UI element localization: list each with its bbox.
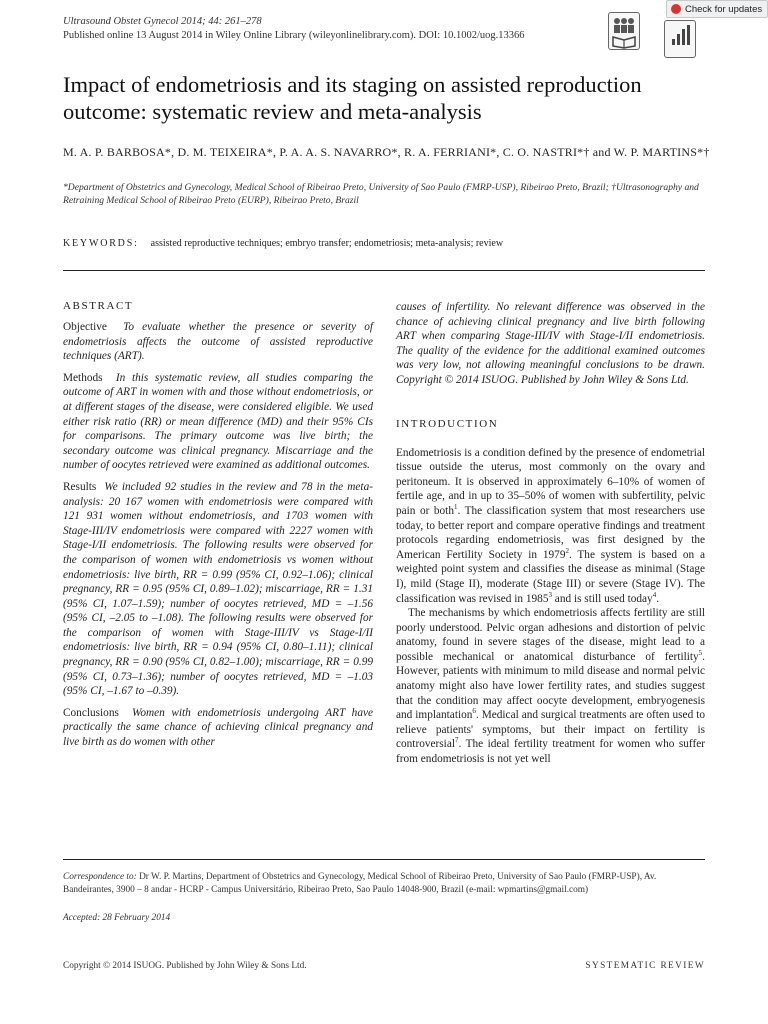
- abstract-column: [63, 300, 373, 757]
- intro-p2-text: . The ideal fertility treatment for women who suffer from endometriosis is not yet well: [396, 738, 705, 766]
- citation-ref[interactable]: 5: [698, 649, 703, 658]
- section-divider: [63, 270, 705, 271]
- introduction-heading: INTRODUCTION: [396, 417, 499, 430]
- journal-citation: Ultrasound Obstet Gynecol 2014; 44: 261–278: [63, 16, 262, 27]
- citation-ref[interactable]: 6: [472, 707, 476, 716]
- publication-info: Published online 13 August 2014 in Wiley Online Library (wileyonlinelibrary.com). DOI: 10.1002/uog.13366: [63, 30, 525, 41]
- citation-ref[interactable]: 7: [454, 736, 459, 745]
- correspondence-label: Correspondence to:: [63, 872, 137, 882]
- abstract-methods: [63, 371, 373, 473]
- abstract-conclusions: [63, 706, 373, 750]
- intro-paragraph-1: [396, 446, 705, 607]
- methods-label: Methods: [63, 371, 103, 384]
- citation-ref[interactable]: 2: [565, 546, 569, 555]
- objective-label: Objective: [63, 321, 107, 333]
- abstract-conclusions-continued: [396, 300, 705, 388]
- objective-text: To evaluate whether the presence or severity of endometriosis affects the outcome of assisted reproductive techniques (ART).: [63, 321, 373, 363]
- correspondence: [63, 871, 705, 897]
- article-type: SYSTEMATIC REVIEW: [585, 961, 705, 971]
- intro-p1-text: .: [656, 592, 660, 605]
- crossmark-icon: [671, 4, 681, 14]
- bar-chart-icon: [664, 20, 696, 58]
- intro-p2-text: The mechanisms by which endometriosis affects fertility are still poorly understood. Pelvic organ adhesions and distortion of pelvic anatomy, found in severe stages of the disease, might lead to a possible mechanical or anatomical disturbance of fertility: [396, 607, 705, 663]
- right-column: [396, 300, 705, 767]
- copyright-notice: Copyright © 2014 ISUOG. Published by John Wiley & Sons Ltd.: [63, 961, 307, 971]
- check-for-updates-button[interactable]: [666, 0, 768, 18]
- check-for-updates-label: Check for updates: [685, 4, 763, 15]
- article-title: Impact of endometriosis and its staging on assisted reproduction outcome: systematic review and meta-analysis: [63, 72, 642, 124]
- keywords-list: assisted reproductive techniques; embryo transfer; endometriosis; meta-analysis; review: [150, 238, 504, 249]
- keywords-label: KEYWORDS:: [63, 238, 139, 249]
- citation-ref[interactable]: 3: [548, 590, 552, 599]
- correspondence-text: Dr W. P. Martins, Department of Obstetrics and Gynecology, Medical School of Ribeirao Preto, University of Sao Paulo (FMRP-USP), Av. Bandeirantes, 3900 – 8 andar - HCRP - Campus Universitário, Ribeirao Preto, Sao Paulo 14048-900, Brazil (e-mail: wpmartins@gmail.com): [63, 872, 657, 895]
- conclusions-text: Women with endometriosis undergoing ART have practically the same chance of achieving clinical pregnancy and live birth as do women with other: [63, 706, 373, 749]
- keywords: [63, 237, 503, 251]
- results-label: Results: [63, 480, 97, 493]
- abstract-results: [63, 480, 373, 699]
- abstract-heading: ABSTRACT: [63, 300, 134, 312]
- intro-p2-text: . Medical and surgical treatments are often used to relieve patients' symptoms, but their impact on fertility is controversial: [396, 709, 705, 751]
- intro-p1-text: and is still used today: [551, 592, 653, 605]
- citation-ref[interactable]: 1: [453, 503, 458, 512]
- results-text: We included 92 studies in the review and 78 in the meta-analysis: 20 167 women with endometriosis were compared with 121 931 women without endometriosis, and 1703 women with Stage-III/IV endometriosis were compared with 2227 women with Stage-I/II endometriosis. The following results were observed for the comparison of women with endometriosis vs women without endometriosis: live birth, RR = 0.99 (95% CI, 0.92–1.06); clinical pregnancy, RR = 0.95 (95% CI, 0.89–1.02); miscarriage, RR = 1.31 (95% CI, 1.07–1.59); number of oocytes retrieved, MD = –1.56 (95% CI, –2.05 to –1.08). The following results were observed for the comparison of women with Stage-III/IV vs Stage-I/II endometriosis: live birth, RR = 0.94 (95% CI, 0.80–1.11); clinical pregnancy, RR = 0.90 (95% CI, 0.82–1.00); miscarriage, RR = 0.99 (95% CI, 0.73–1.36); number of oocytes retrieved, MD = –1.03 (95% CI, –1.67 to –0.39).: [63, 480, 373, 698]
- abstract-objective: [63, 320, 373, 364]
- intro-paragraph-2: [396, 606, 705, 767]
- intro-p2-text: . However, patients with minimum to mild disease and normal pelvic anatomy might also have lower fertility rates, and studies suggest that the condition may affect oocyte development, embryogenesis and implantation: [396, 650, 705, 722]
- footnote-divider: [63, 859, 705, 860]
- conclusions-label: Conclusions: [63, 706, 119, 719]
- author-list: M. A. P. BARBOSA*, D. M. TEIXEIRA*, P. A. A. S. NAVARRO*, R. A. FERRIANI*, C. O. NASTRI*† and W. P. MARTINS*†: [63, 145, 710, 159]
- group-reading-icon: [608, 12, 640, 50]
- conclusions-text-continued: causes of infertility. No relevant difference was observed in the chance of achieving clinical pregnancy and live birth following ART when comparing Stage-III/IV with Stage-I/II endometriosis. The quality of the evidence for the additional examined outcomes was very low, not allowing meaningful conclusions to be drawn. Copyright © 2014 ISUOG. Published by John Wiley & Sons Ltd.: [396, 301, 705, 386]
- affiliations: *Department of Obstetrics and Gynecology, Medical School of Ribeirao Preto, University of Sao Paulo (FMRP-USP), Ribeirao Preto, Brazil; †Ultrasonography and Retraining Medical School of Ribeirao Preto (EURP), Ribeirao Preto, Brazil: [63, 182, 699, 206]
- citation-ref[interactable]: 4: [652, 590, 657, 599]
- intro-p1-text: Endometriosis is a condition defined by the presence of endometrial tissue outside the uterus, most commonly on the ovary and peritoneum. It is observed in approximately 6–10% of women of fertile age, and in up to 35–50% of women with subfertility, pelvic pain or both: [396, 446, 705, 517]
- accepted-date: Accepted: 28 February 2014: [63, 913, 171, 923]
- intro-p1-text: . The system is based on a weighted point system and classifies the disease as minimal (Stage I), mild (Stage II), moderate (Stage III) or severe (Stage IV). The classification was revised in 1985: [396, 548, 705, 605]
- intro-p1-text: . The classification system that most researchers use today, to better report and compare operative findings and treatment protocols regarding endometriosis, was first designed by the American Fertility Society in 1979: [396, 504, 706, 561]
- methods-text: In this systematic review, all studies comparing the outcome of ART in women with and those without endometriosis, or at different stages of the disease, were considered eligible. We used either risk ratio (RR) or mean difference (MD) and their 95% CIs for comparisons. The primary outcome was live birth; the secondary outcome was clinical pregnancy. Miscarriage and the number of oocytes retrieved were examined as additional outcomes.: [63, 371, 374, 472]
